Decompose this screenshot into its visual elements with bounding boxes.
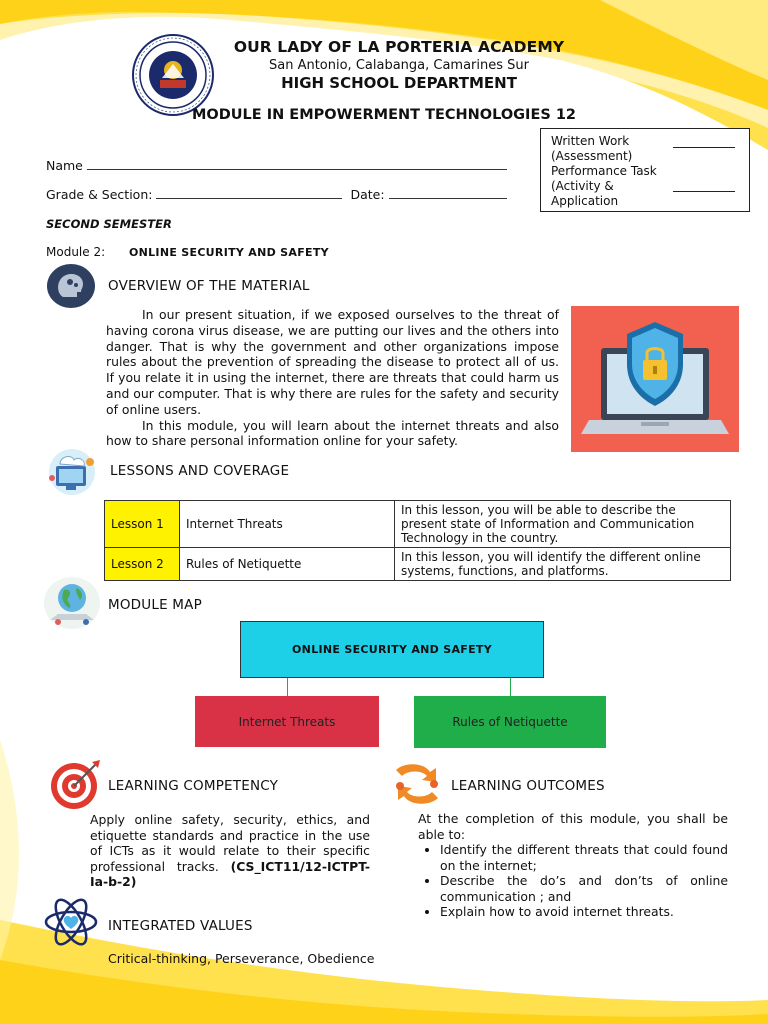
overview-heading: OVERVIEW OF THE MATERIAL (108, 278, 310, 294)
map-connector-right (510, 678, 511, 696)
map-root-node: ONLINE SECURITY AND SAFETY (240, 621, 544, 678)
grade-input-line[interactable] (156, 188, 342, 199)
values-heading: INTEGRATED VALUES (108, 918, 253, 934)
department-name: HIGH SCHOOL DEPARTMENT (281, 74, 517, 92)
date-label: Date: (350, 187, 385, 202)
lesson-1-description: In this lesson, you will be able to describe the present state of Information and Communication Technology in the country. (395, 501, 731, 548)
written-work-blank[interactable] (673, 147, 735, 148)
competency-heading: LEARNING COMPETENCY (108, 778, 279, 794)
list-item: • Describe the do’s and don’ts of online communication ; and (440, 873, 728, 904)
outcomes-heading: LEARNING OUTCOMES (451, 778, 605, 794)
map-node-netiquette: Rules of Netiquette (414, 696, 606, 748)
module-title: MODULE IN EMPOWERMENT TECHNOLOGIES 12 (191, 107, 577, 123)
name-label: Name (46, 158, 83, 173)
date-input-line[interactable] (389, 188, 507, 199)
name-input-line[interactable] (87, 159, 507, 170)
outcomes-intro: At the completion of this module, you shall be able to: (418, 811, 728, 842)
atom-heart-icon (44, 896, 98, 948)
table-row (105, 501, 731, 548)
module-label: Module 2: (46, 245, 106, 259)
lesson-2-number: Lesson 2 (105, 548, 180, 581)
written-work-label: Written Work (Assessment) (551, 134, 633, 163)
grade-label: Grade & Section: (46, 187, 153, 202)
module-map-heading: MODULE MAP (108, 597, 202, 613)
map-node-internet-threats: Internet Threats (195, 696, 379, 747)
semester-label: SECOND SEMESTER (46, 217, 172, 231)
performance-task-label: Performance Task (Activity & Application (551, 164, 657, 208)
lesson-2-name: Rules of Netiquette (180, 548, 395, 581)
exchange-arrows-icon (390, 762, 444, 808)
overview-paragraph-2: In this module, you will learn about the internet threats and also how to share personal information online for your safety. (106, 417, 559, 449)
list-item: • Explain how to avoid internet threats. (440, 904, 728, 920)
score-box (540, 128, 750, 212)
competency-code: (CS_ICT11/12-ICTPT-Ia-b-2) (90, 858, 370, 889)
overview-paragraph-1: In our present situation, if we exposed ourselves to the threat of having corona virus disease, we are putting our lives and the others into danger. That is why the government and other organizations impose rules about the prevention of spreading the disease to protect all of us. If you relate it in using the internet, there are threats that could harm us and our computer. That is why there are rules for the safety and security of online users. (106, 307, 559, 417)
module-topic: ONLINE SECURITY AND SAFETY (128, 246, 329, 259)
module-line (46, 245, 329, 259)
computer-cloud-icon (42, 448, 102, 496)
table-row (105, 548, 731, 581)
lessons-heading: LESSONS AND COVERAGE (110, 463, 290, 479)
lesson-1-name: Internet Threats (180, 501, 395, 548)
brain-head-icon (46, 263, 96, 309)
lesson-2-description: In this lesson, you will identify the different online systems, functions, and platforms. (395, 548, 731, 581)
overview-text (106, 307, 559, 449)
lessons-table (104, 500, 731, 581)
school-name: OUR LADY OF LA PORTERIA ACADEMY (233, 38, 565, 56)
performance-task-blank[interactable] (673, 191, 735, 192)
competency-text (90, 812, 370, 890)
globe-map-icon (42, 576, 102, 630)
outcomes-list (418, 842, 728, 920)
laptop-security-shield-icon (571, 306, 739, 452)
target-icon (48, 758, 104, 810)
values-text: Critical-thinking, Perseverance, Obedience (108, 951, 375, 966)
list-item: • Identify the different threats that could found on the internet; (440, 842, 728, 873)
name-field (46, 158, 507, 173)
grade-field (46, 187, 507, 202)
lesson-1-number: Lesson 1 (105, 501, 180, 548)
outcomes-text (418, 811, 728, 920)
map-connector-left (287, 678, 288, 696)
competency-statement: Apply online safety, security, ethics, and etiquette standards and practice in the use of ICTs as it would relate to their specific professional tracks. (90, 812, 370, 874)
school-address: San Antonio, Calabanga, Camarines Sur (268, 58, 529, 73)
